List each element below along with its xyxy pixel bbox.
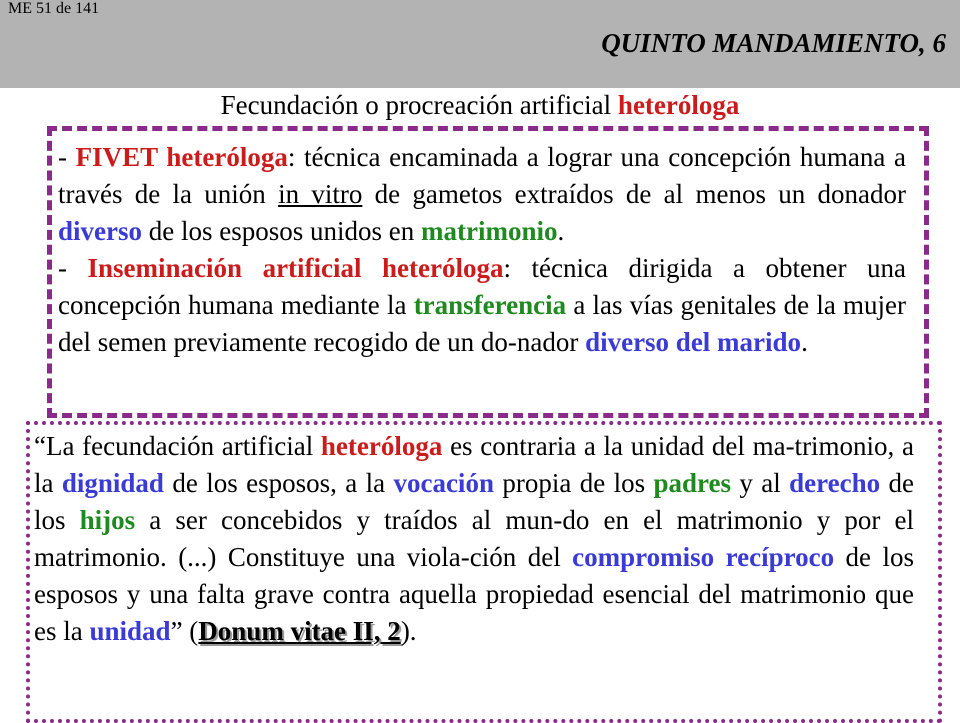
text-segment: : técnica dirigida a obtener una concepción humana mediante la: [58, 253, 906, 320]
quote-segment: de los: [34, 468, 914, 535]
header-bar: [0, 0, 960, 88]
dash: -: [58, 253, 88, 283]
term-in-vitro: in vitro: [278, 179, 363, 209]
quote-segment: ” (: [170, 616, 199, 646]
dash: -: [58, 142, 76, 172]
definition-fivet: [58, 139, 906, 250]
term-compromiso: compromiso recíproco: [572, 542, 835, 572]
term-heterologa: heteróloga: [320, 431, 443, 461]
term-inseminacion: Inseminación artificial heteróloga: [87, 253, 504, 283]
text-segment: .: [801, 327, 808, 357]
term-diverso-marido: diverso del marido: [585, 327, 802, 357]
term-dignidad: dignidad: [61, 468, 164, 498]
quote-segment: y al: [731, 468, 790, 498]
term-hijos: hijos: [79, 505, 136, 535]
quote-segment: a ser concebidos y traídos al mun-do en el matrimonio y por el matrimonio. (...) Constituye una viola-ción del: [34, 505, 914, 572]
text-segment: : técnica encaminada a lograr una concepción humana a través de la unión: [58, 142, 906, 209]
quote-segment: propia de los: [493, 468, 654, 498]
slide-subtitle: [0, 90, 960, 121]
source-citation: Donum vitae II, 2: [198, 616, 401, 646]
subtitle-text: Fecundación o procreación artificial: [220, 90, 618, 120]
text-segment: .: [557, 216, 565, 246]
term-transferencia: transferencia: [413, 290, 567, 320]
term-fivet: FIVET heteróloga: [75, 142, 288, 172]
term-padres: padres: [653, 468, 731, 498]
quote-segment: es contraria a la unidad del ma-trimonio, a la: [34, 431, 914, 498]
text-segment: de los esposos unidos en: [142, 216, 421, 246]
quote-segment: de los esposos y una falta grave contra aquella propiedad esencial del matrimonio que es la: [34, 542, 915, 646]
definitions-text: [58, 139, 906, 361]
slide-title: QUINTO MANDAMIENTO, 6: [601, 28, 946, 58]
quote-segment: de los esposos, a la: [163, 468, 394, 498]
page-counter: ME 51 de 141: [8, 0, 100, 17]
definition-inseminacion: [58, 250, 906, 361]
quote-segment: ).: [400, 616, 417, 646]
term-diverso: diverso: [58, 216, 142, 246]
subtitle-highlight: heteróloga: [617, 90, 740, 120]
text-segment: a las vías genitales de la mujer del semen previamente recogido de un do-nador: [58, 290, 906, 357]
term-vocacion: vocación: [393, 468, 494, 498]
text-segment: de gametos extraídos de al menos un donador: [362, 179, 906, 209]
quote-segment: “La fecundación artificial: [34, 431, 321, 461]
term-unidad: unidad: [89, 616, 171, 646]
term-matrimonio: matrimonio: [421, 216, 558, 246]
term-derecho: derecho: [789, 468, 881, 498]
quote-text: [34, 428, 914, 650]
